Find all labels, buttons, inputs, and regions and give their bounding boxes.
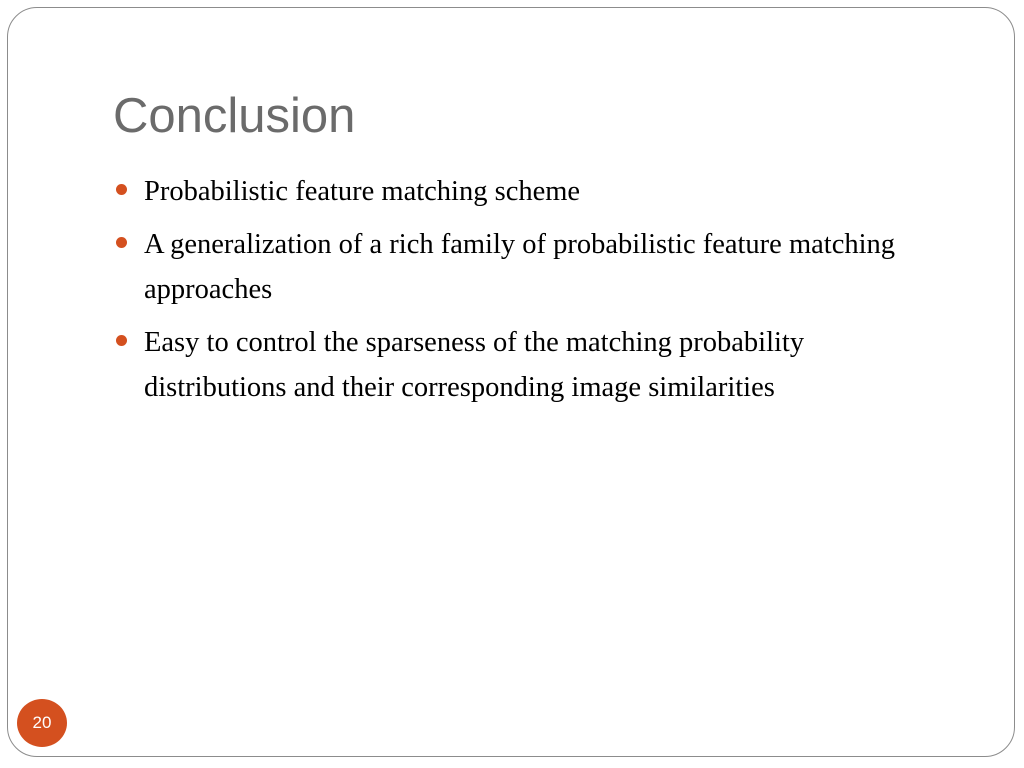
bullet-item (115, 222, 935, 312)
page-number: 20 (32, 713, 52, 732)
bullet-item (115, 320, 935, 410)
bullet-text: Probabilistic feature matching scheme (144, 176, 581, 207)
bullet-text: A generalization of a rich family of probabilistic feature matching approaches (144, 229, 896, 305)
bullet-dot-icon (116, 184, 127, 195)
bullet-dot-icon (116, 335, 127, 346)
slide-title: Conclusion (113, 89, 356, 143)
page-number-badge (17, 699, 67, 747)
bullet-text: Easy to control the sparseness of the matching probability distributions and their corresponding image similarities (144, 327, 805, 403)
bullet-list (115, 169, 935, 418)
bullet-item (115, 169, 935, 214)
bullet-dot-icon (116, 237, 127, 248)
